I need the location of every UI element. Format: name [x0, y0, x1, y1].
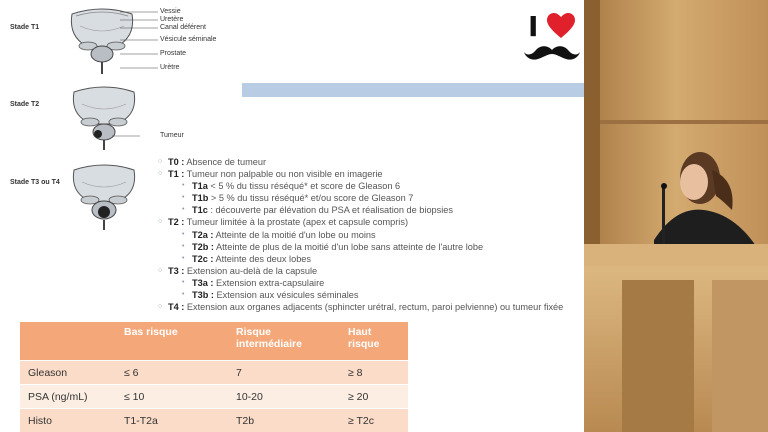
table-cell: PSA (ng/mL): [20, 385, 116, 409]
table-cell: ≥ 8: [340, 361, 408, 385]
i-love-mustache-logo: [524, 10, 580, 62]
bullet-icon: ○: [158, 170, 163, 178]
stage-item-t2c: • T2c : Atteinte des deux lobes: [182, 253, 312, 264]
diagram-leader-lines: [120, 8, 160, 74]
table-cell: Histo: [20, 409, 116, 432]
bladder-diagram-t2: [68, 82, 140, 152]
label-vesicule-seminale: Vésicule séminale: [160, 36, 217, 43]
speaker-video-feed: [584, 0, 768, 432]
label-tumeur: Tumeur: [160, 132, 184, 139]
bullet-icon: ○: [158, 303, 163, 311]
stage-t2-label: Stade T2: [10, 101, 40, 108]
stage-item-t1a: • T1a < 5 % du tissu réséqué* et score de Gleason 6: [182, 181, 401, 192]
logo-letter: I: [528, 10, 539, 43]
bullet-icon: ○: [158, 158, 163, 165]
table-cell: ≤ 6: [116, 361, 228, 385]
label-vessie: Vessie: [160, 8, 181, 15]
table-cell: ≥ T2c: [340, 409, 408, 432]
stage-item-t2a: • T2a : Atteinte de la moitié d'un lobe ou moins: [182, 229, 376, 240]
table-cell: ≥ 20: [340, 385, 408, 409]
label-uretere: Uretère: [160, 16, 184, 23]
bullet-icon: •: [182, 194, 185, 202]
bullet-icon: •: [182, 278, 185, 286]
bullet-icon: •: [182, 291, 185, 299]
stage-item-t3b: • T3b : Extension aux vésicules séminales: [182, 290, 359, 301]
label-canal-deferent: Canal déférent: [160, 24, 206, 31]
stage-item-t3: ○ T3 : Extension au-delà de la capsule: [158, 265, 318, 276]
bladder-diagram-t3t4: [68, 160, 140, 232]
stage-item-t0: ○ T0 : Absence de tumeur: [158, 157, 267, 167]
bullet-icon: •: [182, 242, 185, 250]
stage-item-t1: ○ T1 : Tumeur non palpable ou non visible en imagerie: [158, 169, 383, 180]
table-cell: 10-20: [228, 385, 340, 409]
label-uretre: Urètre: [160, 64, 180, 71]
table-header-cell: [20, 322, 116, 361]
bullet-icon: ○: [158, 218, 163, 226]
table-header-cell: Haut risque: [340, 322, 408, 361]
stage-item-t1c: • T1c : découverte par élévation du PSA et réalisation de biopsies: [182, 205, 453, 216]
bullet-icon: •: [182, 254, 185, 262]
table-row: [20, 385, 408, 409]
stage-item-t2b: • T2b : Atteinte de plus de la moitié d'un lobe sans atteinte de l'autre lobe: [182, 241, 484, 252]
table-cell: 7: [228, 361, 340, 385]
heart-icon: [546, 12, 576, 40]
bullet-icon: •: [182, 206, 185, 214]
accent-bar: [242, 83, 584, 97]
bullet-icon: •: [182, 230, 185, 238]
tnm-staging-list: [158, 156, 582, 313]
table-cell: T1-T2a: [116, 409, 228, 432]
table-cell: Gleason: [20, 361, 116, 385]
mustache-icon: [524, 44, 580, 62]
label-prostate: Prostate: [160, 50, 187, 57]
table-cell: ≤ 10: [116, 385, 228, 409]
bullet-icon: •: [182, 182, 185, 190]
speaker-photo: [584, 0, 768, 432]
table-row: [20, 409, 408, 432]
stage-item-t4: ○ T4 : Extension aux organes adjacents (sphincter urétral, rectum, paroi pelvienne) ou tumeur fixée: [158, 302, 564, 313]
table-row: [20, 361, 408, 385]
stage-t3t4-label: Stade T3 ou T4: [10, 179, 60, 186]
bullet-icon: ○: [158, 266, 163, 274]
table-header-cell: Risque intermédiaire: [228, 322, 340, 361]
stage-t1-label: Stade T1: [10, 24, 40, 31]
risk-table: [20, 322, 408, 432]
table-header-cell: Bas risque: [116, 322, 228, 361]
stage-item-t2: ○ T2 : Tumeur limitée à la prostate (apex et capsule compris): [158, 217, 409, 228]
stage-item-t3a: • T3a : Extension extra-capsulaire: [182, 277, 325, 288]
table-header-row: [20, 322, 408, 361]
table-cell: T2b: [228, 409, 340, 432]
stage-item-t1b: • T1b > 5 % du tissu réséqué* et/ou score de Gleason 7: [182, 193, 414, 204]
